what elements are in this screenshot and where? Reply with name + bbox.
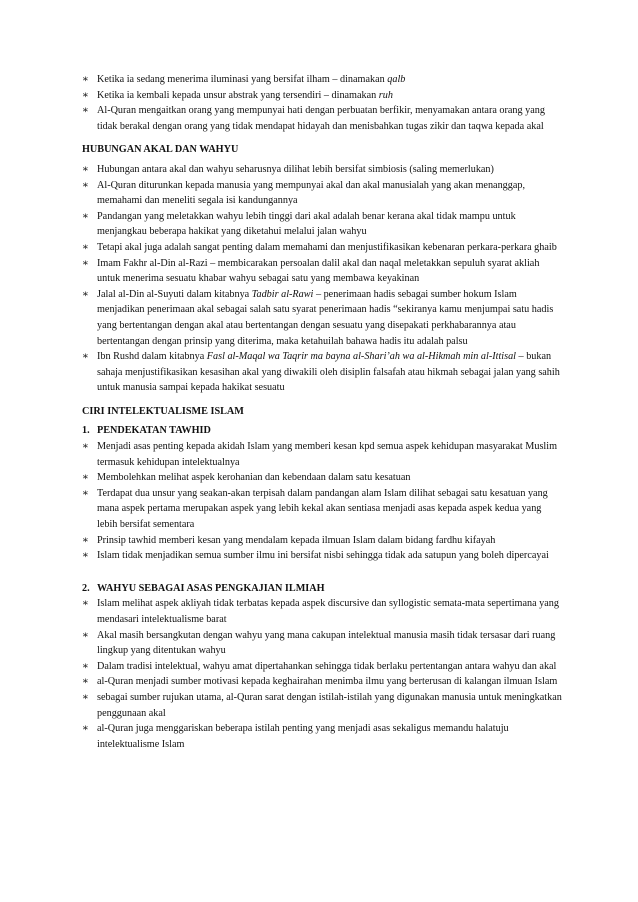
section-heading: HUBUNGAN AKAL DAN WAHYU: [82, 144, 239, 156]
section1-bullet-list: [82, 162, 562, 396]
list-item: ∗ Ibn Rushd dalam kitabnya Fasl al-Maqal wa Taqrir ma bayna al-Shari’ah wa al-Hikmah min al-Ittisal – bukan sahaja menjustifikasikan kesasihan akal yang diwakili oleh disiplin falsafah atau hikmah sebagai jalan yang sahih untuk manusia sampai kepada hakikat sesuatu: [82, 349, 562, 396]
list-item: ∗ Al-Quran diturunkan kepada manusia yang mempunyai akal dan akal manusialah yang akan menanggap, memahami dan meneliti segala isi kandungannya: [82, 178, 562, 209]
list-item: ∗ Imam Fakhr al-Din al-Razi – membicarakan persoalan dalil akal dan naqal meletakkan sepuluh syarat akliah untuk menerima sesuatu khabar wahyu sebagai satu yang membawa keyakinan: [82, 256, 562, 287]
list-item: ∗ Akal masih bersangkutan dengan wahyu yang mana cakupan intelektual manusia masih tidak tersasar dari ruang lingkup yang ditentukan wahyu: [82, 628, 562, 659]
subsection2-bullet-list: [82, 596, 562, 752]
list-item: ∗ Ketika ia sedang menerima iluminasi yang bersifat ilham – dinamakan qalb: [82, 72, 562, 88]
subsection1-bullet-list: [82, 439, 562, 564]
list-item: ∗ Membolehkan melihat aspek kerohanian dan kebendaan dalam satu kesatuan: [82, 470, 562, 486]
list-item: ∗ Ketika ia kembali kepada unsur abstrak yang tersendiri – dinamakan ruh: [82, 88, 562, 104]
list-item: ∗ al-Quran juga menggariskan beberapa istilah penting yang menjadi asas sekaligus memandu halatuju intelektualisme Islam: [82, 721, 562, 752]
subsection-title: PENDEKATAN TAWHID: [97, 425, 211, 437]
list-item: ∗ Al-Quran mengaitkan orang yang mempunyai hati dengan perbuatan berfikir, menyamakan antara orang yang tidak berakal dengan orang yang tidak mendapat hidayah dan menisbahkan tugas zikir dan taqwa kepada akal: [82, 103, 562, 134]
list-item: ∗ al-Quran menjadi sumber motivasi kepada keghairahan menimba ilmu yang berterusan di kalangan ilmuan Islam: [82, 674, 562, 690]
list-item: ∗ Islam melihat aspek akliyah tidak terbatas kepada aspek discursive dan syllogistic semata-mata sepertimana yang mendasari intelektualisme barat: [82, 596, 562, 627]
subsection-title: WAHYU SEBAGAI ASAS PENGKAJIAN ILMIAH: [97, 582, 325, 594]
list-item: ∗ Prinsip tawhid memberi kesan yang mendalam kepada ilmuan Islam dalam bidang fardhu kifayah: [82, 533, 562, 549]
subsection-heading: [82, 581, 562, 597]
subsection-heading: [82, 423, 562, 439]
list-item: ∗ Jalal al-Din al-Suyuti dalam kitabnya Tadbir al-Rawi – penerimaan hadis sebagai sumber hokum Islam menjadikan penerimaan akal sebagai salah satu syarat penerimaan hadis “sekiranya kamu menjumpai satu hadis yang bertentangan dengan akal atau bertentangan dengan sesuatu yang disepakati perkhabarannya atau bertentangan dengan prinsip yang diterima, maka ketahuilah bahawa hadis itu adalah palsu: [82, 287, 562, 349]
document-body: [82, 72, 562, 752]
list-item: ∗ Islam tidak menjadikan semua sumber ilmu ini bersifat nisbi sehingga tidak ada satupun yang boleh dipercayai: [82, 548, 562, 564]
list-item: ∗ sebagai sumber rujukan utama, al-Quran sarat dengan istilah-istilah yang digunakan manusia untuk meningkatkan penggunaan akal: [82, 690, 562, 721]
list-item: ∗ Menjadi asas penting kepada akidah Islam yang memberi kesan kpd semua aspek kehidupan masyarakat Muslim termasuk kehidupan intelektualnya: [82, 439, 562, 470]
subsection-number: 1.: [82, 425, 90, 437]
list-item: ∗ Terdapat dua unsur yang seakan-akan terpisah dalam pandangan alam Islam dilihat sebagai satu kesatuan yang mana aspek pertama merupakan aspek yang lebih kekal akan sentiasa menjadi asas kepada aspek kedua yang lebih bersifat sementara: [82, 486, 562, 533]
intro-bullet-list: [82, 72, 562, 134]
list-item: ∗ Dalam tradisi intelektual, wahyu amat dipertahankan sehingga tidak berlaku pertentangan antara wahyu dan akal: [82, 659, 562, 675]
list-item: ∗ Tetapi akal juga adalah sangat penting dalam memahami dan menjustifikasikan kebenaran perkara-perkara ghaib: [82, 240, 562, 256]
subsection-number: 2.: [82, 582, 90, 594]
section-heading: CIRI INTELEKTUALISME ISLAM: [82, 405, 244, 417]
list-item: ∗ Hubungan antara akal dan wahyu seharusnya dilihat lebih bersifat simbiosis (saling memerlukan): [82, 162, 562, 178]
spacer: [82, 564, 562, 573]
list-item: ∗ Pandangan yang meletakkan wahyu lebih tinggi dari akal adalah benar kerana akal tidak mampu untuk menjangkau beberapa hakikat yang diketahui melalui jalan wahyu: [82, 209, 562, 240]
